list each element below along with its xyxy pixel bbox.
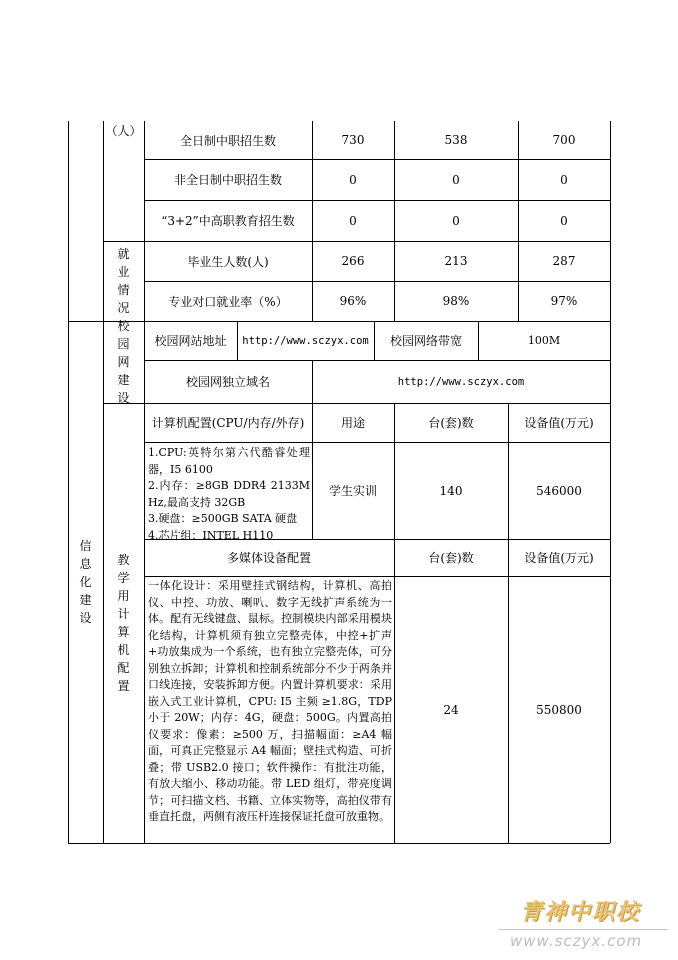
spec-line: 1.CPU:英特尔第六代酷睿处理器，I5 6100 — [148, 446, 310, 476]
teaching-computer-label: 教学用计算机配置 — [117, 553, 130, 693]
computer-config-header: 计算机配置(CPU/内存/外存) — [151, 416, 305, 430]
column-divider — [144, 403, 145, 843]
enroll-value: 0 — [560, 172, 568, 187]
enroll-value: 730 — [341, 133, 365, 147]
computer-spec-list — [148, 445, 310, 542]
employment-row-label: 专业对口就业率（%） — [168, 294, 288, 309]
table-border-bottom — [68, 843, 610, 844]
multimedia-value: 550800 — [536, 702, 582, 717]
enroll-value: 538 — [444, 133, 468, 147]
bandwidth-label: 校园网络带宽 — [389, 334, 462, 348]
multimedia-count: 24 — [443, 702, 459, 717]
enroll-row-label: 非全日制中职招生数 — [173, 173, 282, 187]
enroll-row-label: 全日制中职招生数 — [179, 133, 276, 148]
campus-net-label: 校园网建设 — [117, 319, 130, 405]
multimedia-count-header: 台(套)数 — [428, 551, 474, 565]
spec-line: 3.硬盘：≥500GB SATA 硬盘 — [148, 512, 298, 525]
enroll-value: 0 — [452, 213, 460, 228]
employment-value: 98% — [442, 294, 470, 308]
enroll-value: 0 — [349, 172, 357, 187]
multimedia-description: 一体化设计：采用壁挂式钢结构，计算机、高拍仪、中控、功放、喇叭、数字无线扩声系统为一体。配有无线键盘、鼠标。控制模块内部采用模块化结构，计算机须有独立完整壳体，中控+扩声+功放集成为一个系统，也有独立完整壳体，可分别独立拆卸；计算机和控制系统部分不少于两条并口线连接，安装拆卸方便。内置计算机要求：采用嵌入式工业计算机，CPU: I5 主频 ≥1.8G，TDP 小于 20W；内存：4G，硬盘：500G。内置高拍仪要求：像素：≥500 万，扫描幅面：≥A4 幅面，可真正完整显示 A4 幅面；壁挂式构造、可折叠；带 USB2.0 接口；软件操作：有批注功能，有放大缩小、移动功能。带 LED 组灯，带亮度调节；可扫描文档、书籍、立体实物等，高拍仪带有垂直托盘，两侧有液压杆连接保证托盘可放重物。 — [148, 579, 392, 823]
computer-value: 546000 — [536, 483, 582, 498]
spec-line: 4.芯片组：INTEL H110 — [148, 528, 274, 542]
enroll-value: 0 — [560, 213, 568, 228]
enroll-row-label: “3+2”中高职教育招生数 — [161, 214, 295, 228]
enroll-unit-label: （人） — [105, 123, 142, 138]
employment-value: 96% — [339, 294, 367, 308]
equipment-value-header: 设备值(万元) — [524, 416, 594, 430]
employment-value: 213 — [444, 254, 468, 268]
school-logo-watermark: 青神中职校 — [520, 900, 641, 925]
watermark-divider — [498, 929, 668, 930]
count-header: 台(套)数 — [428, 416, 474, 430]
employment-section-label: 就业情况 — [117, 247, 130, 315]
employment-row-label: 毕业生人数(人) — [187, 254, 269, 269]
bandwidth-value: 100M — [527, 334, 561, 347]
spec-line: 2.内存：≥8GB DDR4 2133MHz,最高支持 32GB — [148, 479, 310, 509]
enroll-value: 0 — [349, 213, 357, 228]
enroll-value: 700 — [552, 133, 576, 147]
multimedia-config-header: 多媒体设备配置 — [226, 551, 311, 565]
domain-label: 校园网独立域名 — [185, 375, 270, 389]
usage-header: 用途 — [340, 416, 365, 430]
computer-count: 140 — [439, 483, 463, 498]
watermark-url: www.sczyx.com — [510, 932, 643, 950]
domain-value: http://www.sczyx.com — [397, 375, 525, 388]
employment-value: 287 — [552, 254, 576, 268]
multimedia-value-header: 设备值(万元) — [524, 551, 594, 565]
site-address-value: http://www.sczyx.com — [242, 334, 369, 347]
employment-value: 266 — [341, 254, 365, 268]
employment-value: 97% — [550, 294, 578, 308]
site-address-label: 校园网站地址 — [154, 334, 227, 348]
info-section-label: 信息化建设 — [79, 539, 92, 625]
computer-usage: 学生实训 — [328, 484, 377, 498]
enroll-value: 0 — [452, 172, 460, 187]
table-border-right — [610, 121, 611, 843]
